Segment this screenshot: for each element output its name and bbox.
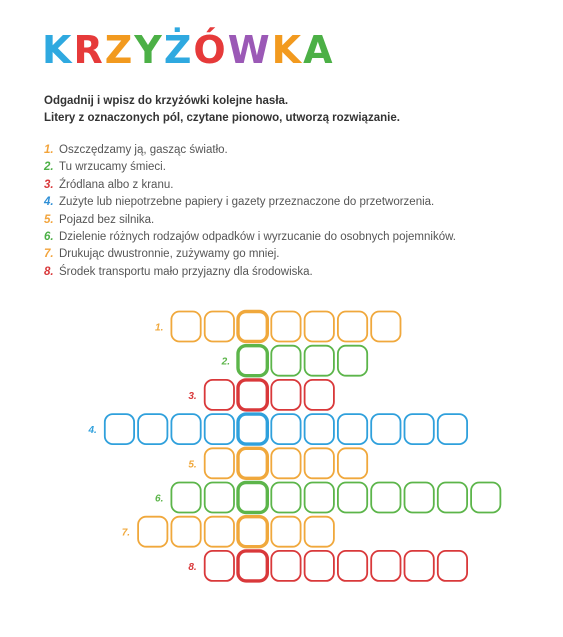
clue-number: 8. <box>44 265 54 278</box>
solution-cell[interactable] <box>238 517 267 547</box>
answer-cell[interactable] <box>205 380 234 410</box>
clue-number: 3. <box>44 178 54 191</box>
answer-cell[interactable] <box>271 483 300 513</box>
solution-cell[interactable] <box>238 380 267 410</box>
solution-cell[interactable] <box>238 448 267 478</box>
answer-cell[interactable] <box>271 414 300 444</box>
answer-cell[interactable] <box>171 517 200 547</box>
title-letter: W <box>227 28 272 72</box>
instruction-line-1: Odgadnij i wpisz do krzyżówki kolejne hasła. <box>44 95 289 107</box>
answer-cell[interactable] <box>305 312 334 342</box>
answer-cell[interactable] <box>405 414 434 444</box>
answer-cell[interactable] <box>171 483 200 513</box>
answer-cell[interactable] <box>105 414 134 444</box>
solution-cell[interactable] <box>238 312 267 342</box>
row-number: 1. <box>155 322 164 334</box>
answer-cell[interactable] <box>305 517 334 547</box>
answer-cell[interactable] <box>138 414 167 444</box>
solution-cell[interactable] <box>238 483 267 513</box>
clue-text: Oszczędzamy ją, gasząc światło. <box>59 144 228 156</box>
clue-text: Drukując dwustronnie, zużywamy go mniej. <box>59 248 280 261</box>
title-letter: K <box>271 28 304 72</box>
answer-cell[interactable] <box>371 312 400 342</box>
clue-text: Tu wrzucamy śmieci. <box>59 161 166 174</box>
clue-text: Dzielenie różnych rodzajów odpadków i wyrzucanie do osobnych pojemników. <box>59 231 456 244</box>
title-letter: R <box>73 28 105 72</box>
answer-cell[interactable] <box>405 483 434 513</box>
answer-cell[interactable] <box>171 312 200 342</box>
clue-number: 2. <box>44 161 54 174</box>
clue-text: Źródlana albo z kranu. <box>59 178 174 191</box>
answer-cell[interactable] <box>338 414 367 444</box>
solution-cell[interactable] <box>238 551 267 581</box>
answer-cell[interactable] <box>205 414 234 444</box>
answer-cell[interactable] <box>305 414 334 444</box>
answer-cell[interactable] <box>205 517 234 547</box>
answer-cell[interactable] <box>305 448 334 478</box>
answer-cell[interactable] <box>138 517 167 547</box>
answer-cell[interactable] <box>338 346 367 376</box>
answer-cell[interactable] <box>438 483 467 513</box>
title-letter: A <box>303 28 335 72</box>
clue-number: 4. <box>44 196 54 209</box>
answer-cell[interactable] <box>271 448 300 478</box>
answer-cell[interactable] <box>271 312 300 342</box>
answer-cell[interactable] <box>338 312 367 342</box>
title-letter: K <box>42 28 74 72</box>
answer-cell[interactable] <box>438 414 467 444</box>
row-number: 3. <box>188 390 197 402</box>
answer-cell[interactable] <box>271 551 300 581</box>
answer-cell[interactable] <box>305 551 334 581</box>
answer-cell[interactable] <box>205 448 234 478</box>
title-letter: Z <box>104 28 135 72</box>
answer-cell[interactable] <box>205 312 234 342</box>
answer-cell[interactable] <box>271 380 300 410</box>
clue-number: 6. <box>44 231 54 244</box>
answer-cell[interactable] <box>338 551 367 581</box>
answer-cell[interactable] <box>438 551 467 581</box>
answer-cell[interactable] <box>371 551 400 581</box>
row-number: 4. <box>88 425 97 437</box>
answer-cell[interactable] <box>205 483 234 513</box>
row-number: 6. <box>155 493 164 505</box>
solution-cell[interactable] <box>238 414 267 444</box>
clue-number: 7. <box>44 248 54 261</box>
answer-cell[interactable] <box>471 483 500 513</box>
answer-cell[interactable] <box>271 346 300 376</box>
answer-cell[interactable] <box>205 551 234 581</box>
answer-cell[interactable] <box>405 551 434 581</box>
title-letter: Ó <box>193 28 228 72</box>
answer-cell[interactable] <box>305 483 334 513</box>
title-letter: Ż <box>163 28 194 72</box>
row-number: 7. <box>121 527 131 539</box>
clue-number: 5. <box>44 213 54 226</box>
row-number: 5. <box>188 459 197 471</box>
instruction-line-2: Litery z oznaczonych pól, czytane pionowo, utworzą rozwiązanie. <box>44 112 400 124</box>
row-number: 2. <box>221 356 230 368</box>
answer-cell[interactable] <box>371 414 400 444</box>
answer-cell[interactable] <box>371 483 400 513</box>
answer-cell[interactable] <box>338 483 367 513</box>
clue-text: Pojazd bez silnika. <box>59 213 155 226</box>
answer-cell[interactable] <box>338 448 367 478</box>
answer-cell[interactable] <box>271 517 300 547</box>
row-number: 8. <box>188 561 197 573</box>
solution-cell[interactable] <box>238 346 267 376</box>
clue-text: Zużyte lub niepotrzebne papiery i gazety przeznaczone do przetworzenia. <box>59 196 435 209</box>
clue-text: Środek transportu mało przyjazny dla środowiska. <box>59 265 313 278</box>
title-letter: Y <box>134 28 164 72</box>
answer-cell[interactable] <box>171 414 200 444</box>
clue-number: 1. <box>44 144 54 156</box>
answer-cell[interactable] <box>305 380 334 410</box>
answer-cell[interactable] <box>305 346 334 376</box>
